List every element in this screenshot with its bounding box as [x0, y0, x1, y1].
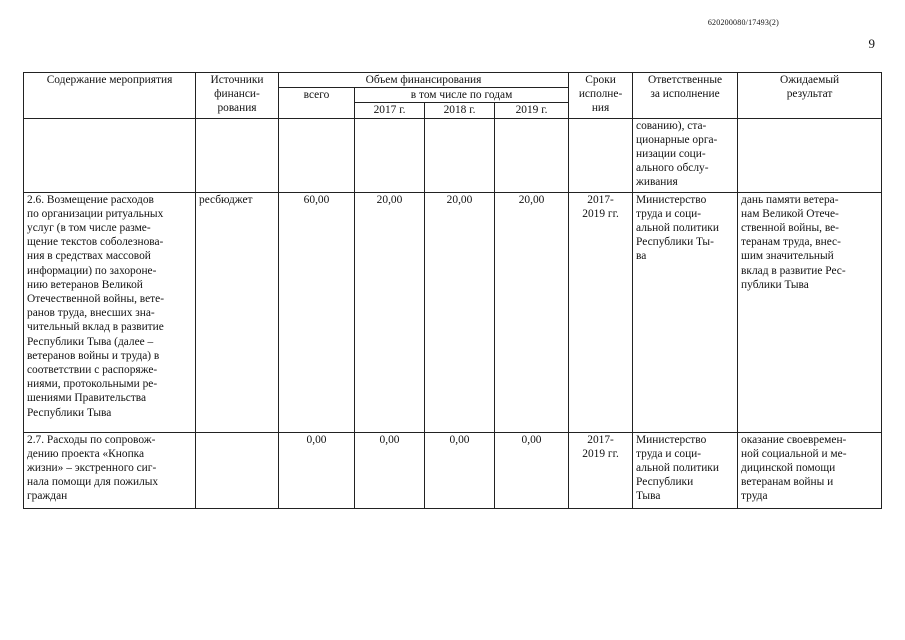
cell-source: ресбюджет: [196, 192, 279, 432]
cell-terms: 2017- 2019 гг.: [569, 192, 633, 432]
cell-terms: 2017- 2019 гг.: [569, 432, 633, 508]
cell-total: 60,00: [279, 192, 355, 432]
cell-total: 0,00: [279, 432, 355, 508]
cell-total: [279, 118, 355, 192]
cell-2017: 0,00: [355, 432, 425, 508]
col-header-2019: 2019 г.: [495, 103, 569, 118]
cell-terms: [569, 118, 633, 192]
cell-content: 2.6. Возмещение расходов по организации ритуальных услуг (в том числе разме- щение текстов соболезнова- ния в средствах массовой информации) по захороне- нию ветеранов Великой Отечественной войны, вете- ранов труда, внесших зна- чительный вклад в развитие Республики Тыва (далее – ветеранов войны и труда) в соответствии с распоряже- ниями, протокольными ре- шениями Правительства Республики Тыва: [24, 192, 196, 432]
header-row-1: [24, 73, 882, 88]
cell-2019: 0,00: [495, 432, 569, 508]
cell-content: [24, 118, 196, 192]
col-header-sources: Источники финанси- рования: [196, 73, 279, 119]
cell-2018: [425, 118, 495, 192]
col-header-content: Содержание мероприятия: [24, 73, 196, 119]
table-row-continuation: [24, 118, 882, 192]
col-header-result: Ожидаемый результат: [738, 73, 882, 119]
col-header-by-years: в том числе по годам: [355, 88, 569, 103]
page-number: 9: [868, 36, 875, 51]
cell-responsible: Министерство труда и соци- альной политики Республики Ты- ва: [633, 192, 738, 432]
cell-2017: [355, 118, 425, 192]
cell-source: [196, 432, 279, 508]
cell-2019: [495, 118, 569, 192]
cell-2018: 20,00: [425, 192, 495, 432]
cell-2019: 20,00: [495, 192, 569, 432]
col-header-2018: 2018 г.: [425, 103, 495, 118]
cell-responsible: сованию), ста- ционарные орга- низации соци- ального обслу- живания: [633, 118, 738, 192]
col-header-responsible: Ответственные за исполнение: [633, 73, 738, 119]
funding-table: [23, 72, 882, 509]
col-header-terms: Сроки исполне- ния: [569, 73, 633, 119]
table-row-2-6: [24, 192, 882, 432]
document-number: 620200080/17493(2): [707, 18, 779, 27]
col-header-2017: 2017 г.: [355, 103, 425, 118]
cell-result: оказание своевремен- ной социальной и ме- дицинской помощи ветеранам войны и труда: [738, 432, 882, 508]
cell-result: [738, 118, 882, 192]
cell-responsible: Министерство труда и соци- альной политики Республики Тыва: [633, 432, 738, 508]
cell-content: 2.7. Расходы по сопровож- дению проекта «Кнопка жизни» – экстренного сиг- нала помощи для пожилых граждан: [24, 432, 196, 508]
col-header-total: всего: [279, 88, 355, 118]
cell-result: дань памяти ветера- нам Великой Отече- ственной войны, ве- теранам труда, внес- шим значительный вклад в развитие Рес- публики Тыва: [738, 192, 882, 432]
table-row-2-7: [24, 432, 882, 508]
cell-2018: 0,00: [425, 432, 495, 508]
cell-source: [196, 118, 279, 192]
col-header-funding: Объем финансирования: [279, 73, 569, 88]
cell-2017: 20,00: [355, 192, 425, 432]
